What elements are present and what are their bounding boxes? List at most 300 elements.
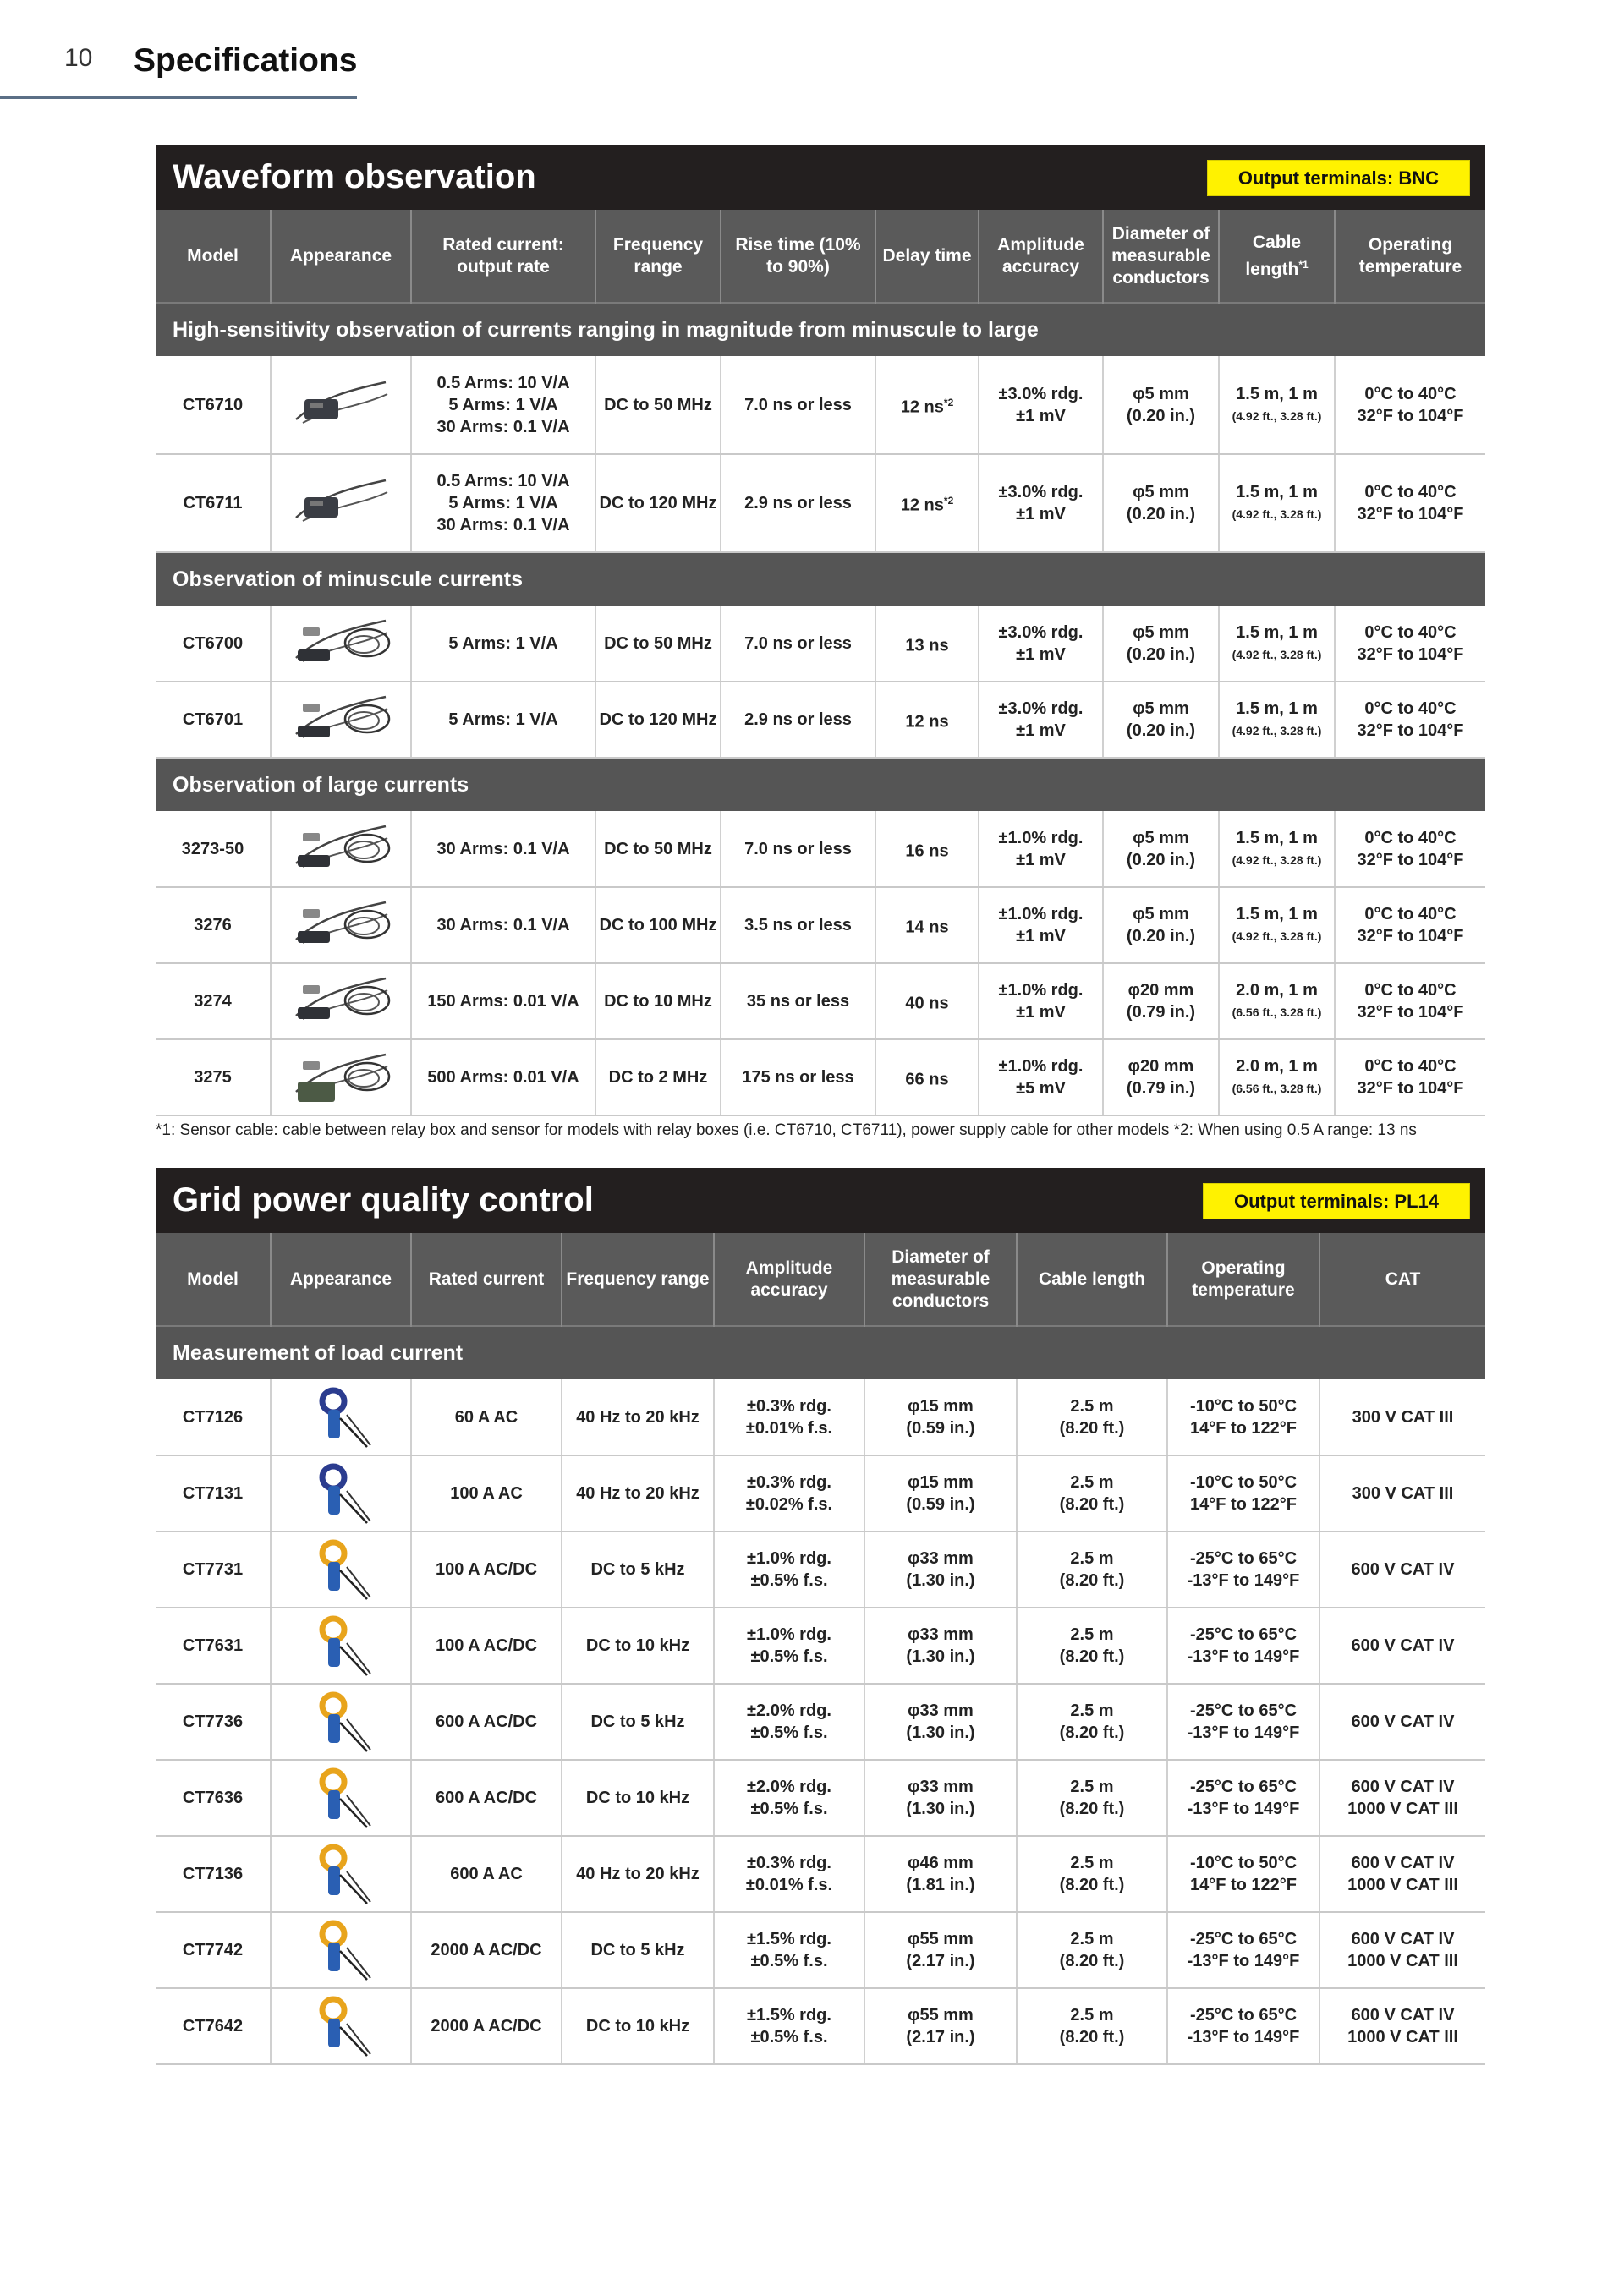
frequency-cell: DC to 100 MHz	[595, 887, 721, 963]
amplitude-cell-line: ±3.0% rdg.	[998, 699, 1084, 718]
amplitude-cell-line: ±1.5% rdg.	[747, 1930, 831, 1948]
diameter-cell-line: φ5 mm	[1133, 622, 1189, 642]
rise-time-cell: 3.5 ns or less	[721, 887, 875, 963]
model-cell: CT6700	[156, 606, 271, 682]
cable-length-cell-line: 2.5 m	[1070, 1473, 1114, 1492]
col-diameter: Diameter of measurable conductors	[1103, 210, 1219, 303]
table-header-row	[156, 210, 1485, 303]
frequency-cell: DC to 50 MHz	[595, 356, 721, 454]
rise-time-cell: 7.0 ns or less	[721, 606, 875, 682]
cable-length-cell	[1017, 1379, 1167, 1455]
temperature-cell-line: -13°F to 149°F	[1187, 1952, 1300, 1970]
temperature-cell-line: 32°F to 104°F	[1357, 644, 1464, 664]
model-cell: CT7731	[156, 1532, 271, 1608]
temperature-cell-line: 0°C to 40°C	[1364, 981, 1457, 1000]
rated-current-cell	[411, 887, 595, 963]
rated-current-cell: 600 A AC/DC	[411, 1760, 562, 1836]
cat-cell	[1320, 1912, 1485, 1988]
temperature-cell-line: -25°C to 65°C	[1189, 1701, 1298, 1720]
diameter-cell-line: φ55 mm	[908, 2006, 974, 2025]
page-number: 10	[64, 44, 93, 72]
cable-length-cell-line: (8.20 ft.)	[1059, 1952, 1125, 1970]
table-row	[156, 1836, 1485, 1912]
frequency-cell: DC to 5 kHz	[562, 1912, 714, 1988]
amplitude-cell	[979, 454, 1103, 552]
diameter-cell	[1103, 811, 1219, 887]
rated-current-cell	[411, 454, 595, 552]
col-operating-temperature: Operating temperature	[1167, 1233, 1320, 1326]
diameter-cell	[864, 1379, 1017, 1455]
cat-cell-line: 300 V CAT III	[1352, 1484, 1454, 1503]
cable-length-cell-line: 2.5 m	[1070, 1930, 1114, 1948]
cable-length-imperial: (4.92 ft., 3.28 ft.)	[1232, 507, 1322, 521]
cat-cell-line: 600 V CAT IV	[1351, 1930, 1455, 1948]
diameter-cell	[864, 1684, 1017, 1760]
cable-length-cell-line: (8.20 ft.)	[1059, 1723, 1125, 1742]
appearance-cell	[271, 1836, 411, 1912]
diameter-cell-line: (0.79 in.)	[1126, 1079, 1196, 1098]
appearance-cell	[271, 606, 411, 682]
amplitude-cell	[714, 1988, 864, 2064]
table-row	[156, 1684, 1485, 1760]
frequency-cell: DC to 10 kHz	[562, 1608, 714, 1684]
cable-length-cell-line: (8.20 ft.)	[1059, 1495, 1125, 1514]
cable-length-cell	[1017, 1760, 1167, 1836]
amplitude-cell-line: ±5 mV	[1016, 1079, 1066, 1098]
temperature-cell	[1335, 356, 1485, 454]
subsection-label: Observation of minuscule currents	[156, 552, 1485, 606]
delay-time-cell	[875, 454, 979, 552]
col-rated-current: Rated current: output rate	[411, 210, 595, 303]
probe-image	[286, 1917, 396, 1983]
temperature-cell	[1167, 1912, 1320, 1988]
delay-value: 66 ns	[905, 1070, 949, 1089]
rise-time-cell: 2.9 ns or less	[721, 454, 875, 552]
col-appearance: Appearance	[271, 210, 411, 303]
col-cat: CAT	[1320, 1233, 1485, 1326]
page-title: Specifications	[134, 42, 358, 79]
col-cable-length-label: Cable length	[1245, 232, 1302, 279]
amplitude-cell	[979, 1039, 1103, 1115]
temperature-cell-line: -13°F to 149°F	[1187, 1800, 1300, 1818]
appearance-cell	[271, 887, 411, 963]
table-row	[156, 356, 1485, 454]
rated-current-cell-line: 0.5 Arms: 10 V/A	[436, 373, 570, 392]
diameter-cell-line: φ20 mm	[1127, 981, 1194, 1000]
amplitude-cell-line: ±1 mV	[1016, 406, 1066, 425]
appearance-cell	[271, 1039, 411, 1115]
amplitude-cell-line: ±0.5% f.s.	[750, 1800, 828, 1818]
amplitude-cell-line: ±1.5% rdg.	[747, 2006, 831, 2025]
cat-cell	[1320, 1455, 1485, 1532]
amplitude-cell	[714, 1608, 864, 1684]
amplitude-cell-line: ±1 mV	[1016, 644, 1066, 664]
diameter-cell	[1103, 454, 1219, 552]
section-title: Waveform observation	[173, 158, 536, 195]
temperature-cell-line: 0°C to 40°C	[1364, 384, 1457, 403]
cat-cell-line: 1000 V CAT III	[1347, 2028, 1458, 2047]
cat-cell-line: 600 V CAT IV	[1351, 1712, 1455, 1731]
amplitude-cell-line: ±0.02% f.s.	[745, 1495, 833, 1514]
cable-length-imperial: (4.92 ft., 3.28 ft.)	[1232, 408, 1322, 423]
amplitude-cell	[714, 1760, 864, 1836]
frequency-cell: DC to 120 MHz	[595, 682, 721, 758]
rated-current-cell-line: 30 Arms: 0.1 V/A	[436, 839, 570, 858]
amplitude-cell-line: ±1.0% rdg.	[998, 905, 1084, 923]
diameter-cell-line: φ46 mm	[908, 1854, 974, 1872]
temperature-cell	[1335, 1039, 1485, 1115]
temperature-cell-line: -25°C to 65°C	[1189, 1930, 1298, 1948]
col-amplitude-accuracy: Amplitude accuracy	[979, 210, 1103, 303]
page-header	[0, 0, 364, 101]
probe-image	[286, 1537, 396, 1603]
rated-current-cell-line: 5 Arms: 1 V/A	[448, 633, 558, 653]
waveform-observation-section	[156, 145, 1485, 1116]
rise-time-cell: 175 ns or less	[721, 1039, 875, 1115]
cat-cell	[1320, 1379, 1485, 1455]
cable-length-cell	[1219, 356, 1335, 454]
cable-length-line: 2.0 m, 1 m	[1236, 1057, 1318, 1076]
amplitude-cell-line: ±0.3% rdg.	[747, 1854, 831, 1872]
amplitude-cell-line: ±1.0% rdg.	[747, 1549, 831, 1568]
output-terminals-badge: Output terminals: BNC	[1207, 160, 1470, 196]
amplitude-cell-line: ±2.0% rdg.	[747, 1701, 831, 1720]
cable-length-cell-line: 2.5 m	[1070, 1396, 1114, 1416]
cable-length-line: 1.5 m, 1 m	[1236, 905, 1318, 923]
section-title-bar	[156, 1168, 1485, 1233]
cat-cell	[1320, 1760, 1485, 1836]
amplitude-cell-line: ±1 mV	[1016, 1003, 1066, 1022]
temperature-cell-line: 0°C to 40°C	[1364, 905, 1457, 923]
temperature-cell	[1335, 811, 1485, 887]
footnote: *1: Sensor cable: cable between relay box and sensor for models with relay boxes (i.e. CT6710, CT6711), power supply cable for other models *2: When using 0.5 A range: 13 ns	[156, 1121, 1417, 1139]
temperature-cell-line: 32°F to 104°F	[1357, 927, 1464, 945]
rise-time-cell: 2.9 ns or less	[721, 682, 875, 758]
cable-length-imperial: (4.92 ft., 3.28 ft.)	[1232, 647, 1322, 661]
diameter-cell	[864, 1532, 1017, 1608]
diameter-cell-line: (1.30 in.)	[906, 1800, 975, 1818]
cable-length-cell-line: (8.20 ft.)	[1059, 2028, 1125, 2047]
subsection-label: Measurement of load current	[156, 1326, 1485, 1379]
frequency-cell: DC to 10 kHz	[562, 1760, 714, 1836]
cable-length-cell-line: (8.20 ft.)	[1059, 1571, 1125, 1590]
cat-cell	[1320, 1608, 1485, 1684]
diameter-cell	[864, 1836, 1017, 1912]
diameter-cell	[1103, 887, 1219, 963]
temperature-cell	[1167, 1455, 1320, 1532]
diameter-cell-line: φ5 mm	[1133, 905, 1189, 923]
diameter-cell	[864, 1608, 1017, 1684]
frequency-cell: DC to 10 kHz	[562, 1988, 714, 2064]
amplitude-cell	[714, 1379, 864, 1455]
cable-length-cell	[1017, 1532, 1167, 1608]
probe-image	[286, 470, 396, 536]
temperature-cell-line: -25°C to 65°C	[1189, 2006, 1298, 2025]
delay-value: 12 ns	[900, 397, 944, 417]
rated-current-cell: 60 A AC	[411, 1379, 562, 1455]
temperature-cell-line: -10°C to 50°C	[1189, 1854, 1298, 1872]
frequency-cell: DC to 50 MHz	[595, 606, 721, 682]
amplitude-cell-line: ±0.5% f.s.	[750, 2028, 828, 2047]
grid-power-quality-section	[156, 1168, 1485, 2065]
diameter-cell-line: φ5 mm	[1133, 828, 1189, 847]
rated-current-cell	[411, 1039, 595, 1115]
temperature-cell-line: -25°C to 65°C	[1189, 1778, 1298, 1796]
cable-length-cell	[1219, 1039, 1335, 1115]
rise-time-cell: 7.0 ns or less	[721, 356, 875, 454]
table-row	[156, 1608, 1485, 1684]
col-model: Model	[156, 210, 271, 303]
rated-current-cell: 600 A AC	[411, 1836, 562, 1912]
model-cell: CT7126	[156, 1379, 271, 1455]
temperature-cell-line: -25°C to 65°C	[1189, 1549, 1298, 1568]
diameter-cell	[864, 1988, 1017, 2064]
col-amplitude-accuracy: Amplitude accuracy	[714, 1233, 864, 1326]
frequency-cell: DC to 50 MHz	[595, 811, 721, 887]
col-cable-length	[1219, 210, 1335, 303]
col-appearance: Appearance	[271, 1233, 411, 1326]
amplitude-cell-line: ±1.0% rdg.	[998, 828, 1084, 847]
frequency-cell: DC to 2 MHz	[595, 1039, 721, 1115]
rated-current-cell: 600 A AC/DC	[411, 1684, 562, 1760]
diameter-cell-line: φ33 mm	[908, 1778, 974, 1796]
amplitude-cell-line: ±0.01% f.s.	[745, 1418, 833, 1438]
appearance-cell	[271, 1608, 411, 1684]
appearance-cell	[271, 1684, 411, 1760]
frequency-cell: DC to 5 kHz	[562, 1684, 714, 1760]
temperature-cell-line: -10°C to 50°C	[1189, 1396, 1298, 1416]
probe-image	[286, 1689, 396, 1755]
amplitude-cell-line: ±0.01% f.s.	[745, 1876, 833, 1894]
delay-time-cell	[875, 606, 979, 682]
diameter-cell	[1103, 682, 1219, 758]
appearance-cell	[271, 963, 411, 1039]
model-cell: CT7131	[156, 1455, 271, 1532]
cat-cell	[1320, 1836, 1485, 1912]
temperature-cell	[1167, 1684, 1320, 1760]
amplitude-cell-line: ±3.0% rdg.	[998, 622, 1084, 642]
rated-current-cell-line: 0.5 Arms: 10 V/A	[436, 472, 570, 490]
amplitude-cell-line: ±1 mV	[1016, 505, 1066, 523]
rated-current-cell	[411, 356, 595, 454]
appearance-cell	[271, 811, 411, 887]
temperature-cell-line: -10°C to 50°C	[1189, 1473, 1298, 1492]
section-title: Grid power quality control	[173, 1181, 594, 1219]
rated-current-cell: 100 A AC/DC	[411, 1608, 562, 1684]
cable-length-cell-line: 2.5 m	[1070, 1625, 1114, 1644]
amplitude-cell	[979, 682, 1103, 758]
temperature-cell-line: 0°C to 40°C	[1364, 828, 1457, 847]
delay-time-cell	[875, 887, 979, 963]
delay-time-cell	[875, 682, 979, 758]
amplitude-cell-line: ±0.5% f.s.	[750, 1723, 828, 1742]
amplitude-cell-line: ±1.0% rdg.	[747, 1625, 831, 1644]
appearance-cell	[271, 1988, 411, 2064]
cable-length-cell	[1219, 887, 1335, 963]
footnote-ref: *1	[1298, 258, 1309, 271]
col-delay-time: Delay time	[875, 210, 979, 303]
frequency-cell: 40 Hz to 20 kHz	[562, 1455, 714, 1532]
rated-current-cell: 2000 A AC/DC	[411, 1912, 562, 1988]
temperature-cell	[1335, 887, 1485, 963]
diameter-cell-line: (2.17 in.)	[906, 2028, 975, 2047]
rated-current-cell-line: 30 Arms: 0.1 V/A	[436, 516, 570, 534]
cat-cell-line: 600 V CAT IV	[1351, 1636, 1455, 1655]
cat-cell	[1320, 1988, 1485, 2064]
appearance-cell	[271, 1379, 411, 1455]
grid-spec-table	[156, 1233, 1485, 2065]
amplitude-cell-line: ±1 mV	[1016, 850, 1066, 869]
cat-cell-line: 600 V CAT IV	[1351, 1778, 1455, 1796]
amplitude-cell	[979, 887, 1103, 963]
amplitude-cell	[979, 963, 1103, 1039]
delay-time-cell	[875, 811, 979, 887]
cable-length-cell-line: 2.5 m	[1070, 1701, 1114, 1720]
probe-image	[286, 1044, 396, 1110]
diameter-cell	[864, 1760, 1017, 1836]
table-row	[156, 1988, 1485, 2064]
output-terminals-badge: Output terminals: PL14	[1203, 1183, 1470, 1219]
diameter-cell-line: φ55 mm	[908, 1930, 974, 1948]
amplitude-cell-line: ±3.0% rdg.	[998, 384, 1084, 403]
amplitude-cell	[714, 1912, 864, 1988]
amplitude-cell-line: ±0.3% rdg.	[747, 1473, 831, 1492]
diameter-cell-line: (0.59 in.)	[906, 1495, 975, 1514]
rated-current-cell: 2000 A AC/DC	[411, 1988, 562, 2064]
table-row	[156, 887, 1485, 963]
cable-length-cell	[1017, 1684, 1167, 1760]
subsection-row	[156, 552, 1485, 606]
amplitude-cell	[979, 356, 1103, 454]
rated-current-cell-line: 5 Arms: 1 V/A	[448, 494, 558, 512]
temperature-cell-line: 32°F to 104°F	[1357, 1079, 1464, 1098]
cable-length-cell-line: (8.20 ft.)	[1059, 1800, 1125, 1818]
temperature-cell-line: 0°C to 40°C	[1364, 483, 1457, 501]
model-cell: CT7636	[156, 1760, 271, 1836]
model-cell: CT7136	[156, 1836, 271, 1912]
rated-current-cell	[411, 811, 595, 887]
cat-cell	[1320, 1532, 1485, 1608]
subsection-label: Observation of large currents	[156, 758, 1485, 811]
temperature-cell-line: 32°F to 104°F	[1357, 505, 1464, 523]
subsection-row	[156, 758, 1485, 811]
rated-current-cell-line: 150 Arms: 0.01 V/A	[427, 992, 579, 1011]
temperature-cell-line: 0°C to 40°C	[1364, 1057, 1457, 1076]
rated-current-cell	[411, 963, 595, 1039]
frequency-cell: 40 Hz to 20 kHz	[562, 1379, 714, 1455]
temperature-cell	[1167, 1608, 1320, 1684]
cable-length-line: 1.5 m, 1 m	[1236, 699, 1318, 718]
model-cell: CT6701	[156, 682, 271, 758]
rise-time-cell: 7.0 ns or less	[721, 811, 875, 887]
cable-length-line: 1.5 m, 1 m	[1236, 828, 1318, 847]
rated-current-cell-line: 30 Arms: 0.1 V/A	[436, 417, 570, 436]
rated-current-cell-line: 5 Arms: 1 V/A	[448, 710, 558, 729]
temperature-cell-line: -13°F to 149°F	[1187, 1723, 1300, 1742]
section-title-bar	[156, 145, 1485, 210]
temperature-cell-line: -13°F to 149°F	[1187, 1647, 1300, 1666]
rated-current-cell	[411, 682, 595, 758]
diameter-cell	[1103, 963, 1219, 1039]
temperature-cell-line: 14°F to 122°F	[1189, 1418, 1298, 1438]
temperature-cell-line: -25°C to 65°C	[1189, 1625, 1298, 1644]
table-row	[156, 1455, 1485, 1532]
temperature-cell-line: -13°F to 149°F	[1187, 2028, 1300, 2047]
temperature-cell	[1335, 682, 1485, 758]
appearance-cell	[271, 1912, 411, 1988]
diameter-cell-line: φ15 mm	[908, 1473, 974, 1492]
rated-current-cell-line: 30 Arms: 0.1 V/A	[436, 916, 570, 934]
diameter-cell-line: φ20 mm	[1127, 1057, 1194, 1076]
cable-length-imperial: (4.92 ft., 3.28 ft.)	[1232, 852, 1322, 867]
diameter-cell-line: φ5 mm	[1133, 483, 1189, 501]
temperature-cell	[1167, 1836, 1320, 1912]
subsection-label: High-sensitivity observation of currents ranging in magnitude from minuscule to large	[156, 303, 1485, 356]
diameter-cell	[864, 1912, 1017, 1988]
cable-length-imperial: (6.56 ft., 3.28 ft.)	[1232, 1082, 1322, 1095]
delay-time-cell	[875, 1039, 979, 1115]
model-cell: CT7742	[156, 1912, 271, 1988]
diameter-cell	[864, 1455, 1017, 1532]
cat-cell-line: 600 V CAT IV	[1351, 1560, 1455, 1579]
model-cell: CT6711	[156, 454, 271, 552]
temperature-cell-line: 32°F to 104°F	[1357, 406, 1464, 425]
amplitude-cell	[714, 1836, 864, 1912]
footnote-ref: *2	[943, 495, 954, 507]
cable-length-cell	[1017, 1608, 1167, 1684]
temperature-cell	[1167, 1532, 1320, 1608]
diameter-cell-line: (1.81 in.)	[906, 1876, 975, 1894]
cable-length-cell-line: (8.20 ft.)	[1059, 1647, 1125, 1666]
table-row	[156, 1039, 1485, 1115]
temperature-cell	[1335, 963, 1485, 1039]
table-row	[156, 811, 1485, 887]
cable-length-cell	[1219, 811, 1335, 887]
temperature-cell-line: 32°F to 104°F	[1357, 721, 1464, 740]
table-row	[156, 963, 1485, 1039]
diameter-cell-line: φ33 mm	[908, 1549, 974, 1568]
amplitude-cell-line: ±2.0% rdg.	[747, 1778, 831, 1796]
temperature-cell	[1335, 454, 1485, 552]
probe-image	[286, 1460, 396, 1526]
frequency-cell: 40 Hz to 20 kHz	[562, 1836, 714, 1912]
amplitude-cell-line: ±0.5% f.s.	[750, 1952, 828, 1970]
delay-time-cell	[875, 963, 979, 1039]
table-header-row	[156, 1233, 1485, 1326]
col-rated-current: Rated current	[411, 1233, 562, 1326]
cable-length-cell-line: (8.20 ft.)	[1059, 1876, 1125, 1894]
frequency-cell: DC to 10 MHz	[595, 963, 721, 1039]
probe-image	[286, 372, 396, 438]
cat-cell-line: 1000 V CAT III	[1347, 1800, 1458, 1818]
diameter-cell	[1103, 606, 1219, 682]
delay-value: 14 ns	[905, 918, 949, 937]
table-row	[156, 1379, 1485, 1455]
footnote-ref: *2	[943, 396, 954, 408]
diameter-cell-line: φ33 mm	[908, 1701, 974, 1720]
model-cell: 3276	[156, 887, 271, 963]
cable-length-imperial: (4.92 ft., 3.28 ft.)	[1232, 929, 1322, 943]
col-diameter: Diameter of measurable conductors	[864, 1233, 1017, 1326]
probe-image	[286, 611, 396, 677]
cable-length-cell-line: 2.5 m	[1070, 2006, 1114, 2025]
temperature-cell-line: 14°F to 122°F	[1189, 1495, 1298, 1514]
diameter-cell-line: φ5 mm	[1133, 384, 1189, 403]
cable-length-cell-line: 2.5 m	[1070, 1778, 1114, 1796]
amplitude-cell-line: ±3.0% rdg.	[998, 483, 1084, 501]
amplitude-cell	[714, 1455, 864, 1532]
amplitude-cell-line: ±0.5% f.s.	[750, 1571, 828, 1590]
